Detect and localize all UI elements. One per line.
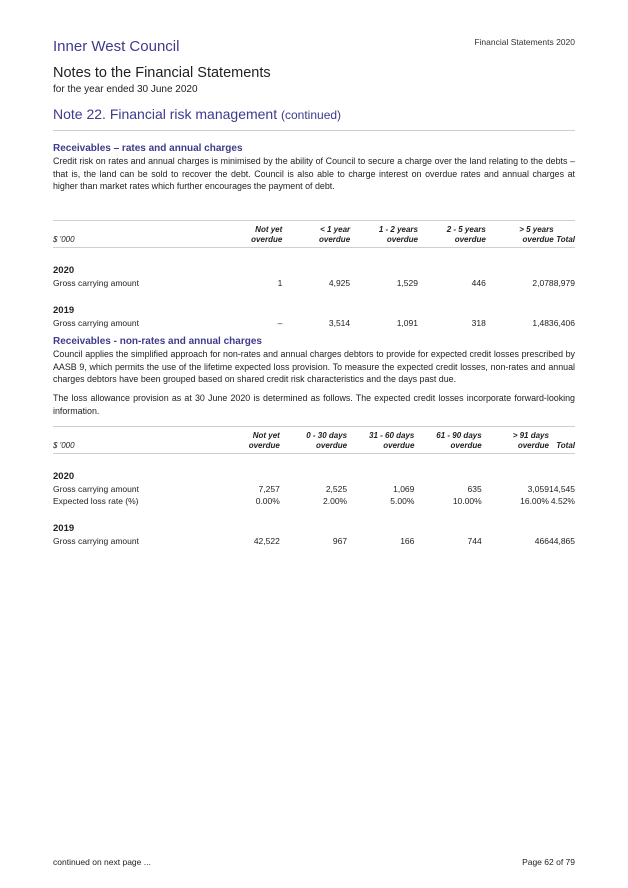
cell: 744	[467, 536, 482, 546]
table2-year-2020: 2020	[53, 471, 75, 482]
cell: 446	[471, 278, 486, 288]
section1-title: Receivables – rates and annual charges	[53, 143, 243, 154]
note-heading	[53, 106, 341, 122]
cell: 166	[400, 536, 415, 546]
table2-year-2019: 2019	[53, 523, 75, 534]
table2-col-header: 31 - 60 days overdue	[347, 431, 414, 454]
table1-col-header: < 1 year overdue	[282, 225, 350, 248]
continued-note: continued on next page ...	[53, 857, 151, 867]
table2-top-rule	[53, 426, 575, 427]
cell: 2.00%	[323, 496, 348, 506]
heading-divider	[53, 130, 575, 131]
row-label: Gross carrying amount	[53, 484, 139, 494]
cell: 635	[467, 484, 482, 494]
row-label: Gross carrying amount	[53, 278, 139, 288]
table2	[53, 431, 575, 546]
table-row	[53, 482, 575, 494]
cell: 1,069	[393, 484, 415, 494]
table1	[53, 225, 575, 328]
section2-paragraph2: The loss allowance provision as at 30 June 2020 is determined as follows. The expected credit losses incorporate forward-looking information.	[53, 393, 575, 416]
table2-col-header: 61 - 90 days overdue	[414, 431, 481, 454]
cell: 42,522	[253, 536, 280, 546]
row-label: Expected loss rate (%)	[53, 496, 139, 506]
cell: 2,525	[325, 484, 348, 494]
cell-total: 6,406	[553, 318, 575, 328]
cell: 7,257	[258, 484, 280, 494]
table1-top-rule	[53, 220, 575, 221]
cell-total: 14,545	[549, 484, 575, 494]
table1-col-header: > 5 years overdue	[486, 225, 554, 248]
table1-col-header: Not yet overdue	[185, 225, 283, 248]
table1-col-header-total: Total	[554, 225, 575, 248]
cell: 1,091	[396, 318, 418, 328]
cell: 318	[471, 318, 486, 328]
row-label: Gross carrying amount	[53, 318, 139, 328]
section2-paragraph1: Council applies the simplified approach for non-rates and annual charges debtors to provide for expected credit losses prescribed by AASB 9, which permits the use of the lifetime expected loss provision. To measure the expected credit losses, non-rates and annual charges debtors have been grouped based on shared credit risk characteristics and the days past due.	[53, 349, 575, 385]
page-number: Page 62 of 79	[522, 857, 575, 867]
cell: 967	[332, 536, 348, 546]
cell: 3,059	[527, 484, 549, 494]
cell: 466	[534, 536, 549, 546]
table1-year-2020: 2020	[53, 265, 75, 276]
cell: 4,925	[328, 278, 351, 288]
table1-year-2019: 2019	[53, 305, 75, 316]
table1-col-header: 1 - 2 years overdue	[350, 225, 418, 248]
cell: 1,483	[532, 318, 554, 328]
cell: 0.00%	[255, 496, 280, 506]
table1-col-header: 2 - 5 years overdue	[418, 225, 486, 248]
council-name: Inner West Council	[53, 38, 180, 55]
cell: 2,078	[532, 278, 554, 288]
cell: –	[277, 318, 283, 328]
cell-total: 8,979	[553, 278, 575, 288]
table-row	[53, 316, 575, 328]
table2-col-header-total: Total	[549, 431, 575, 454]
cell: 1,529	[396, 278, 418, 288]
table-row	[53, 276, 575, 288]
row-label: Gross carrying amount	[53, 536, 139, 546]
note-continued: (continued)	[281, 108, 342, 122]
cell-total: 44,865	[549, 536, 575, 546]
section1-paragraph: Credit risk on rates and annual charges is minimised by the ability of Council to secure a charge over the land relating to the debts – that is, the land can be sold to recover the debt. Council is also able to charge interest on overdue rates and annual charges at higher than market rates which further encourages the payment of debt.	[53, 156, 575, 192]
cell-total: 4.52%	[550, 496, 575, 506]
cell: 10.00%	[452, 496, 482, 506]
note-heading-text: Note 22. Financial risk management	[53, 106, 278, 122]
cell: 5.00%	[390, 496, 415, 506]
table2-unit: $ '000	[53, 431, 183, 454]
table-row	[53, 494, 575, 506]
table-row	[53, 534, 575, 546]
section2-title: Receivables - non-rates and annual charges	[53, 336, 262, 347]
table2-col-header: Not yet overdue	[183, 431, 280, 454]
cell: 3,514	[328, 318, 351, 328]
table2-col-header: > 91 days overdue	[482, 431, 549, 454]
cell: 1	[277, 278, 283, 288]
statements-label: Financial Statements 2020	[474, 37, 575, 47]
cell: 16.00%	[520, 496, 549, 506]
table1-unit: $ '000	[53, 225, 185, 248]
table2-col-header: 0 - 30 days overdue	[280, 431, 347, 454]
year-ended: for the year ended 30 June 2020	[53, 84, 198, 95]
notes-title: Notes to the Financial Statements	[53, 65, 271, 81]
